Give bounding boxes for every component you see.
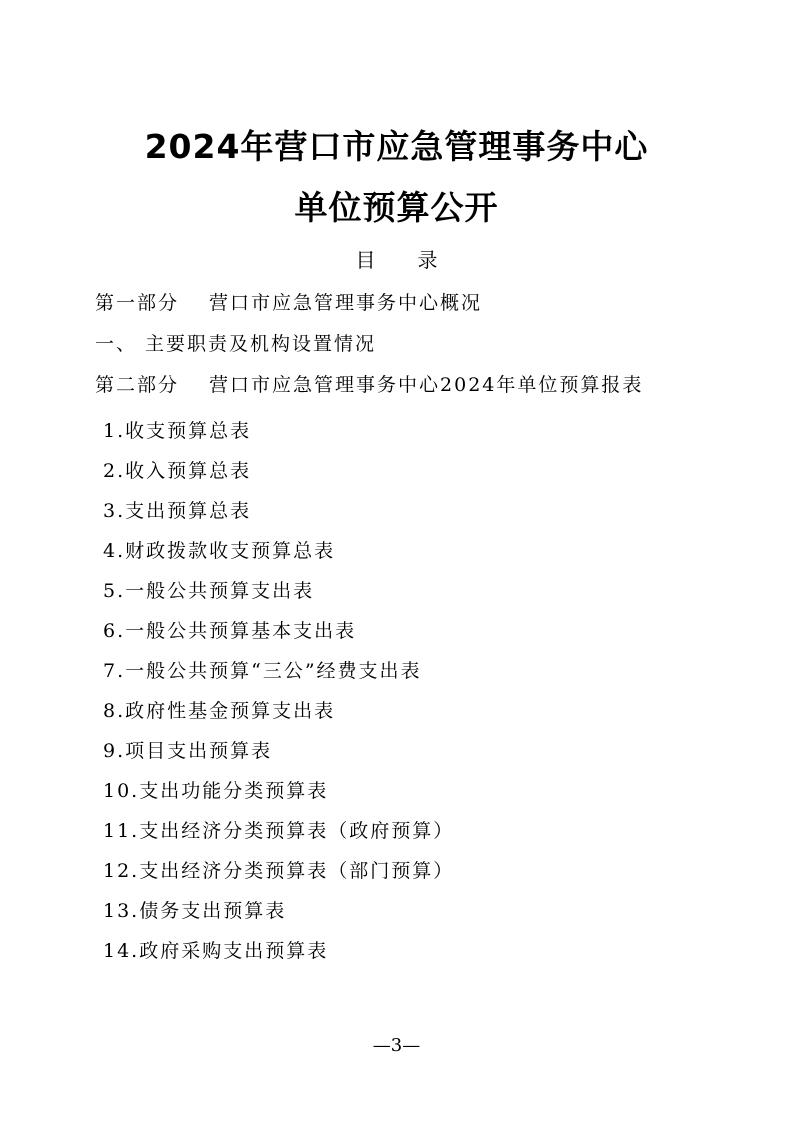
toc-item-11: 11.支出经济分类预算表（政府预算） (103, 820, 455, 842)
toc-item-13: 13.债务支出预算表 (103, 900, 287, 922)
document-title-line-2: 单位预算公开 (294, 188, 499, 227)
part-1-title: 营口市应急管理事务中心概况 (209, 292, 483, 314)
toc-heading-char-1: 目 (355, 248, 376, 272)
toc-part-2 (95, 371, 643, 399)
toc-item-3: 3.支出预算总表 (103, 500, 252, 522)
toc-item-4: 4.财政拨款收支预算总表 (103, 540, 336, 562)
toc-item-9: 9.项目支出预算表 (103, 740, 273, 762)
table-of-contents-heading (0, 246, 793, 274)
toc-item-10: 10.支出功能分类预算表 (103, 780, 329, 802)
page-number: —3— (372, 1035, 421, 1056)
toc-part-1 (95, 289, 482, 317)
toc-section-1: 一、 主要职责及机构设置情况 (95, 333, 377, 355)
toc-item-6: 6.一般公共预算基本支出表 (103, 620, 357, 642)
part-1-label: 第一部分 (95, 292, 180, 314)
toc-item-2: 2.收入预算总表 (103, 460, 252, 482)
part-2-label: 第二部分 (95, 374, 180, 396)
toc-heading-char-2: 录 (417, 248, 438, 272)
toc-item-7: 7.一般公共预算“三公”经费支出表 (103, 660, 422, 682)
toc-item-1: 1.收支预算总表 (103, 420, 252, 442)
toc-item-14: 14.政府采购支出预算表 (103, 940, 329, 962)
document-title-line-1: 2024年营口市应急管理事务中心 (144, 127, 649, 166)
toc-item-5: 5.一般公共预算支出表 (103, 580, 315, 602)
toc-item-8: 8.政府性基金预算支出表 (103, 700, 336, 722)
part-2-title: 营口市应急管理事务中心2024年单位预算报表 (209, 374, 644, 396)
toc-item-12: 12.支出经济分类预算表（部门预算） (103, 860, 455, 882)
